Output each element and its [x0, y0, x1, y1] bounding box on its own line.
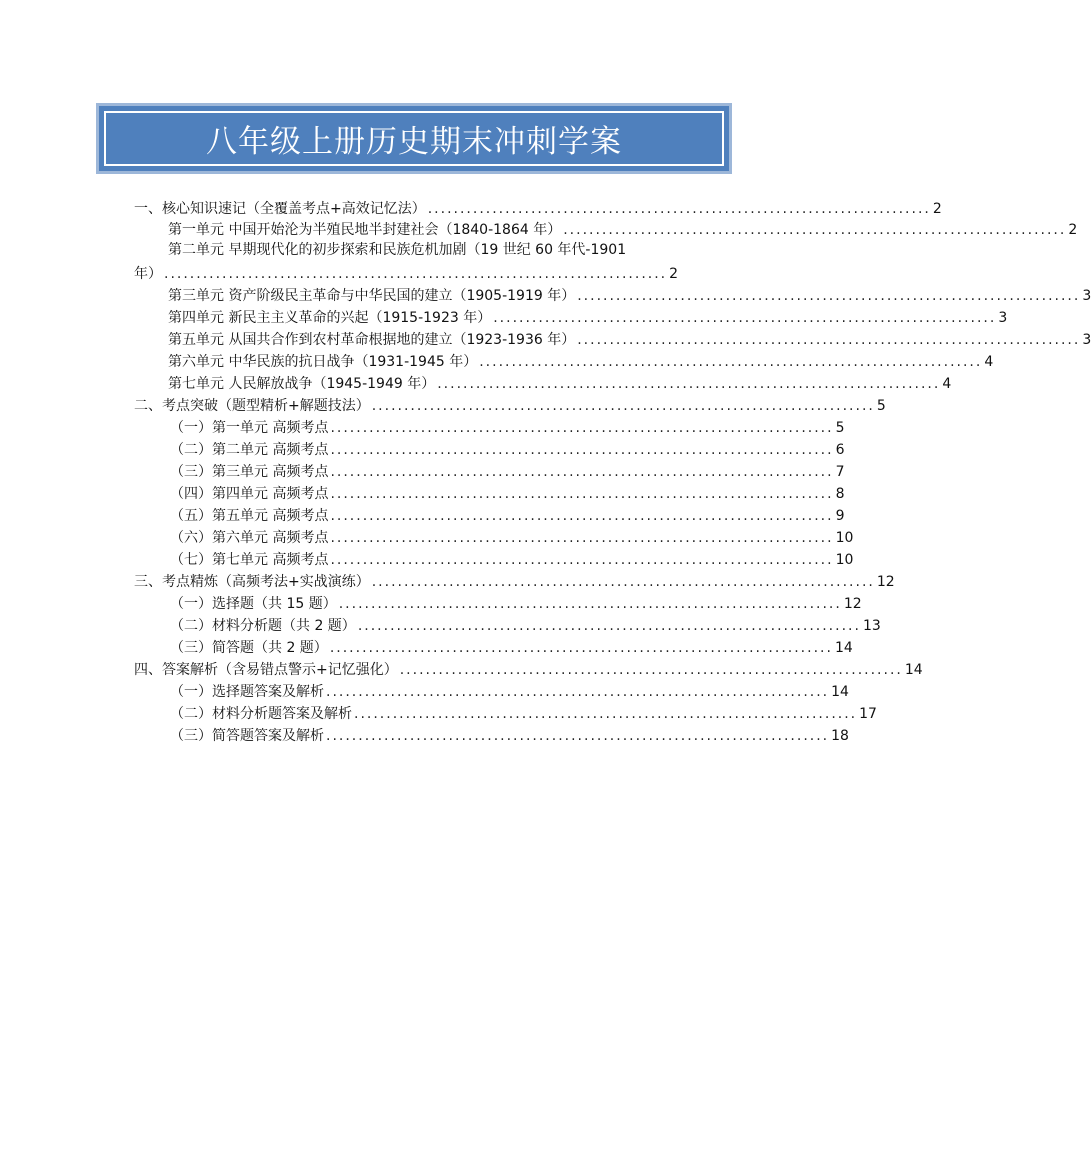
toc-entry-label: （三）第三单元 高频考点 — [170, 464, 329, 480]
toc-entry-section-4-2[interactable] — [170, 702, 877, 724]
toc-page-number: 4 — [984, 354, 994, 370]
toc-entry-label: 第五单元 从国共合作到农村革命根据地的建立（1923-1936 年） — [168, 332, 576, 348]
toc-entry-section-4-1[interactable] — [170, 680, 849, 702]
toc-page-number: 17 — [859, 706, 877, 722]
toc-entry-section-2-5[interactable] — [170, 504, 845, 526]
toc-entry-label: （三）简答题（共 2 题） — [170, 640, 328, 656]
toc-leader-dots: .............................................................................. — [479, 354, 983, 370]
toc-leader-dots: .............................................................................. — [563, 222, 1067, 238]
toc-leader-dots: .............................................................................. — [437, 376, 941, 392]
toc-leader-dots: .............................................................................. — [493, 310, 997, 326]
title-banner — [96, 103, 732, 174]
toc-entry-label: 第一单元 中国开始沦为半殖民地半封建社会（1840-1864 年） — [168, 222, 562, 238]
toc-leader-dots: .............................................................................. — [330, 442, 834, 458]
toc-entry-section-2-1[interactable] — [170, 416, 845, 438]
toc-page-number: 7 — [835, 464, 845, 480]
toc-entry-label: （一）选择题（共 15 题） — [170, 596, 337, 612]
toc-page-number: 4 — [942, 376, 952, 392]
toc-entry-label: 二、考点突破（题型精析+解题技法） — [134, 398, 370, 414]
toc-entry-label: （二）第二单元 高频考点 — [170, 442, 329, 458]
toc-leader-dots: .............................................................................. — [326, 728, 830, 744]
toc-page-number: 3 — [1082, 332, 1091, 348]
toc-leader-dots: .............................................................................. — [329, 640, 833, 656]
toc-entry-label: 一、核心知识速记（全覆盖考点+高效记忆法） — [134, 201, 426, 217]
toc-leader-dots: .............................................................................. — [399, 662, 903, 678]
toc-entry-unit-3[interactable] — [168, 284, 1091, 306]
toc-leader-dots: .............................................................................. — [330, 420, 834, 436]
toc-leader-dots: .............................................................................. — [330, 508, 834, 524]
toc-entry-section-2-2[interactable] — [170, 438, 845, 460]
toc-entry-section-2-6[interactable] — [170, 526, 854, 548]
toc-entry-section-2[interactable] — [134, 394, 886, 416]
toc-entry-unit-4[interactable] — [168, 306, 1008, 328]
toc-entry-section-3-1[interactable] — [170, 592, 862, 614]
toc-page-number: 2 — [932, 201, 942, 217]
toc-entry-label: （三）简答题答案及解析 — [170, 728, 324, 744]
toc-leader-dots: .............................................................................. — [427, 201, 931, 217]
toc-leader-dots: .............................................................................. — [330, 464, 834, 480]
toc-entry-label: （一）第一单元 高频考点 — [170, 420, 329, 436]
toc-page-number: 18 — [831, 728, 849, 744]
toc-entry-unit-5[interactable] — [168, 328, 1091, 350]
toc-page-number: 3 — [1082, 288, 1091, 304]
toc-page-number: 2 — [1068, 222, 1078, 238]
toc-entry-label: 第四单元 新民主主义革命的兴起（1915-1923 年） — [168, 310, 492, 326]
toc-page-number: 12 — [843, 596, 862, 612]
toc-page-number: 3 — [998, 310, 1008, 326]
toc-page-number: 5 — [835, 420, 845, 436]
toc-page-number: 5 — [876, 398, 886, 414]
toc-page-number: 9 — [835, 508, 845, 524]
toc-page-number: 12 — [876, 574, 895, 590]
toc-leader-dots: .............................................................................. — [371, 574, 875, 590]
toc-page-number: 14 — [831, 684, 849, 700]
toc-page-number: 8 — [835, 486, 845, 502]
toc-entry-unit-2-line1[interactable]: 第二单元 早期现代化的初步探索和民族危机加剧（19 世纪 60 年代-1901 — [168, 242, 627, 258]
toc-leader-dots: .............................................................................. — [371, 398, 875, 414]
toc-entry-section-2-3[interactable] — [170, 460, 845, 482]
toc-entry-label: （四）第四单元 高频考点 — [170, 486, 329, 502]
toc-entry-label: 第七单元 人民解放战争（1945-1949 年） — [168, 376, 436, 392]
toc-entry-label: 年） — [134, 266, 162, 282]
toc-leader-dots: .............................................................................. — [164, 266, 668, 282]
toc-entry-label: 第六单元 中华民族的抗日战争（1931-1945 年） — [168, 354, 478, 370]
toc-leader-dots: .............................................................................. — [357, 618, 861, 634]
toc-entry-section-3-3[interactable] — [170, 636, 853, 658]
toc-entry-label: （二）材料分析题答案及解析 — [170, 706, 352, 722]
toc-entry-label: 第三单元 资产阶级民主革命与中华民国的建立（1905-1919 年） — [168, 288, 576, 304]
toc-entry-label: （一）选择题答案及解析 — [170, 684, 324, 700]
toc-page-number: 2 — [669, 266, 679, 282]
toc-entry-label: （二）材料分析题（共 2 题） — [170, 618, 356, 634]
toc-page-number: 6 — [835, 442, 845, 458]
document-title: 八年级上册历史期末冲刺学案 — [206, 124, 622, 160]
toc-entry-section-2-7[interactable] — [170, 548, 854, 570]
title-inner-border — [104, 111, 724, 166]
toc-entry-section-1[interactable] — [134, 197, 942, 219]
toc-leader-dots: .............................................................................. — [326, 684, 830, 700]
toc-leader-dots: .............................................................................. — [577, 332, 1081, 348]
toc-leader-dots: .............................................................................. — [330, 530, 834, 546]
toc-page-number: 13 — [862, 618, 881, 634]
toc-page-number: 10 — [835, 552, 854, 568]
toc-entry-unit-1[interactable] — [168, 218, 1078, 240]
toc-page-number: 10 — [835, 530, 854, 546]
toc-entry-unit-7[interactable] — [168, 372, 952, 394]
toc-entry-section-4-3[interactable] — [170, 724, 849, 746]
toc-entry-section-3-2[interactable] — [170, 614, 881, 636]
toc-entry-unit-6[interactable] — [168, 350, 994, 372]
toc-entry-label: 三、考点精炼（高频考法+实战演练） — [134, 574, 370, 590]
toc-leader-dots: .............................................................................. — [330, 486, 834, 502]
toc-leader-dots: .............................................................................. — [577, 288, 1081, 304]
toc-leader-dots: .............................................................................. — [330, 552, 834, 568]
toc-leader-dots: .............................................................................. — [354, 706, 858, 722]
toc-entry-label: 四、答案解析（含易错点警示+记忆强化） — [134, 662, 398, 678]
toc-page-number: 14 — [834, 640, 853, 656]
toc-entry-label: （六）第六单元 高频考点 — [170, 530, 329, 546]
toc-entry-label: （五）第五单元 高频考点 — [170, 508, 329, 524]
toc-entry-label: （七）第七单元 高频考点 — [170, 552, 329, 568]
toc-entry-section-3[interactable] — [134, 570, 895, 592]
toc-entry-unit-2[interactable] — [134, 262, 678, 284]
toc-page-number: 14 — [904, 662, 923, 678]
toc-leader-dots: .............................................................................. — [338, 596, 842, 612]
toc-entry-section-2-4[interactable] — [170, 482, 845, 504]
toc-entry-section-4[interactable] — [134, 658, 923, 680]
